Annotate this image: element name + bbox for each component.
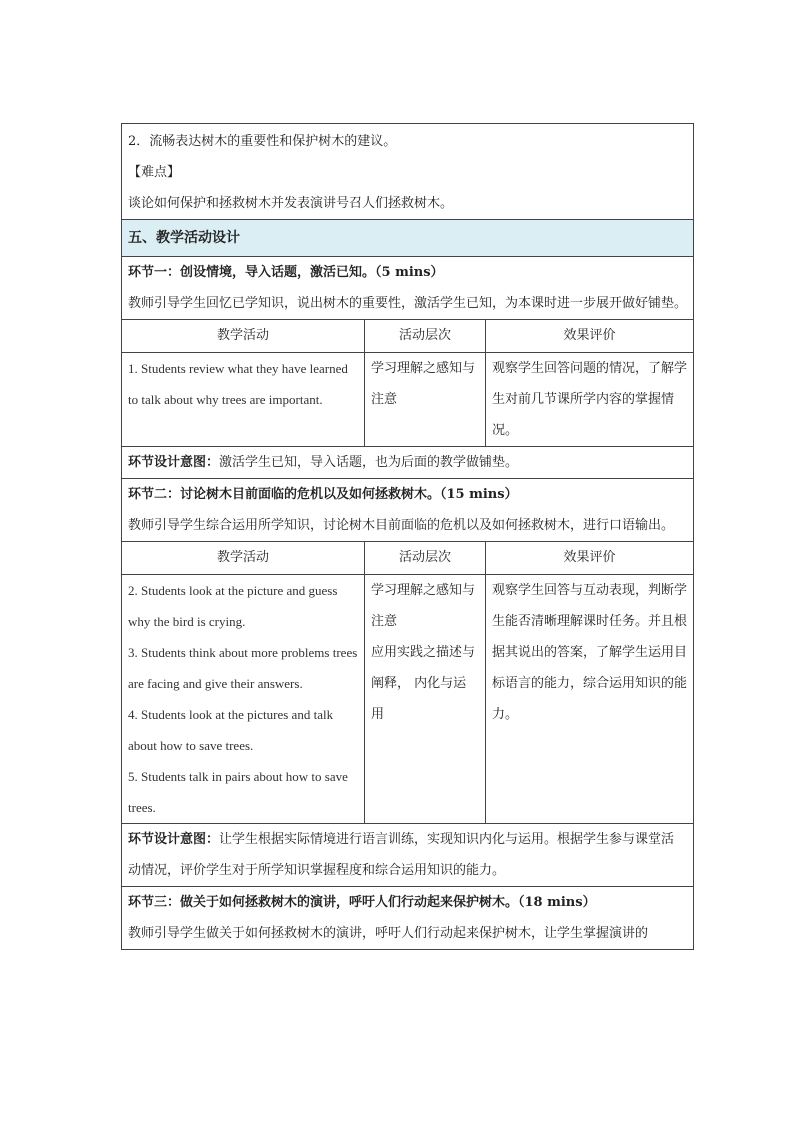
- link2-level-1: 学习理解之感知与注意: [371, 583, 476, 629]
- link2-col-eval: 效果评价: [486, 542, 694, 575]
- link3-desc: 教师引导学生做关于如何拯救树木的演讲，呼吁人们行动起来保护树木，让学生掌握演讲的: [128, 926, 649, 941]
- link1-intent-text: 激活学生已知，导入话题，也为后面的教学做铺垫。: [219, 455, 519, 470]
- difficulty-heading: 【难点】: [128, 165, 181, 180]
- link1-header-row: [122, 257, 694, 320]
- link1-column-header-row: [122, 320, 694, 353]
- link1-intent-row: [122, 447, 694, 479]
- link1-desc: 教师引导学生回忆已学知识，说出树木的重要性，激活学生已知，为本课时进一步展开做好铺垫。: [128, 296, 688, 311]
- link1-col-activity: 教学活动: [122, 320, 365, 353]
- link2-activities: [122, 575, 365, 824]
- lesson-plan-table: [121, 123, 694, 950]
- link2-levels: [365, 575, 486, 824]
- link1-eval: 观察学生回答问题的情况，了解学生对前几节课所学内容的掌握情况。: [486, 353, 694, 447]
- link2-header-cell: [122, 479, 694, 542]
- link1-title: 环节一：创设情境，导入话题，激活已知。（5 mins）: [128, 265, 444, 280]
- link2-title: 环节二：讨论树木目前面临的危机以及如何拯救树木。（15 mins）: [128, 487, 518, 502]
- link2-intent-text: 让学生根据实际情境进行语言训练，实现知识内化与运用。根据学生参与课堂活动情况，评价学生对于所学知识掌握程度和综合运用知识的能力。: [128, 832, 675, 878]
- top-block-row: [122, 124, 694, 220]
- link2-activity-5: 5. Students talk in pairs about how to save trees.: [128, 769, 348, 815]
- link2-col-level: 活动层次: [365, 542, 486, 575]
- link3-header-row: [122, 887, 694, 950]
- link2-intent-label: 环节设计意图：: [128, 832, 220, 847]
- link2-desc: 教师引导学生综合运用所学知识，讨论树木目前面临的危机以及如何拯救树木，进行口语输出。: [128, 518, 675, 533]
- link2-level-2: 应用实践之描述与阐释， 内化与运用: [371, 645, 476, 722]
- difficulty-text: 谈论如何保护和拯救树木并发表演讲号召人们拯救树木。: [128, 196, 454, 211]
- link2-intent-cell: [122, 824, 694, 887]
- link1-content-row: [122, 353, 694, 447]
- link2-header-row: [122, 479, 694, 542]
- link2-activity-3: 3. Students think about more problems trees are facing and give their answers.: [128, 645, 358, 691]
- section-title: 五、教学活动设计: [122, 220, 694, 257]
- link3-title: 环节三：做关于如何拯救树木的演讲，呼吁人们行动起来保护树木。（18 mins）: [128, 895, 596, 910]
- link1-intent-label: 环节设计意图：: [128, 455, 220, 470]
- link2-intent-row: [122, 824, 694, 887]
- link1-level: 学习理解之感知与注意: [365, 353, 486, 447]
- link2-activity-4: 4. Students look at the pictures and talk about how to save trees.: [128, 707, 334, 753]
- link1-intent-cell: [122, 447, 694, 479]
- top-block-cell: [122, 124, 694, 220]
- link2-col-activity: 教学活动: [122, 542, 365, 575]
- link2-column-header-row: [122, 542, 694, 575]
- link2-eval: 观察学生回答与互动表现，判断学生能否清晰理解课时任务。并且根据其说出的答案，了解学生运用目标语言的能力，综合运用知识的能力。: [486, 575, 694, 824]
- section-header-row: [122, 220, 694, 257]
- link1-col-eval: 效果评价: [486, 320, 694, 353]
- link1-col-level: 活动层次: [365, 320, 486, 353]
- link2-activity-2: 2. Students look at the picture and guess why the bird is crying.: [128, 583, 338, 629]
- link1-header-cell: [122, 257, 694, 320]
- link2-content-row: [122, 575, 694, 824]
- link3-header-cell: [122, 887, 694, 950]
- difficulty-item-2: 2．流畅表达树木的重要性和保护树木的建议。: [128, 134, 397, 149]
- link1-activity: 1. Students review what they have learned to talk about why trees are important.: [122, 353, 365, 447]
